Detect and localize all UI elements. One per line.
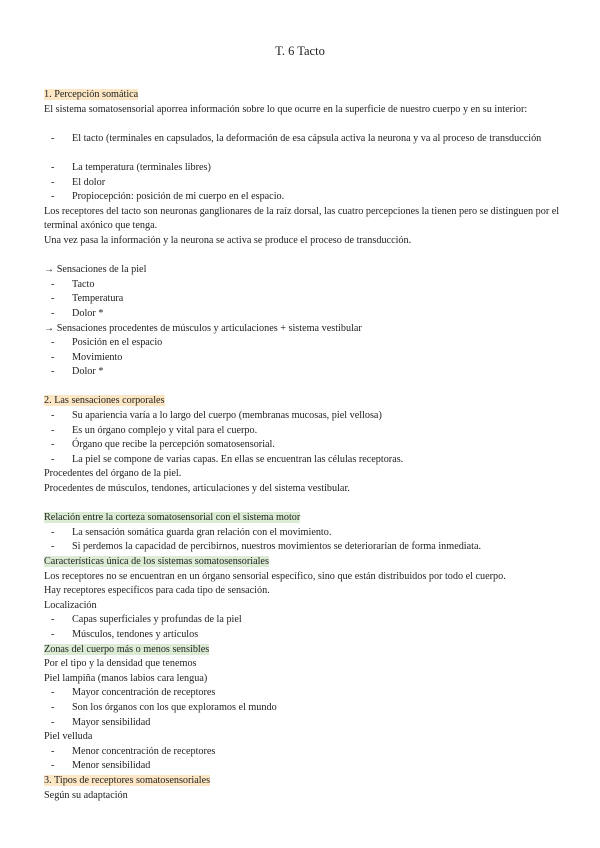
list-item: - La sensación somática guarda gran relación con el movimiento.: [44, 526, 564, 541]
list-item: - Menor concentración de receptores: [44, 745, 564, 760]
list-item: - La temperatura (terminales libres): [44, 161, 564, 176]
bullet-dash: -: [51, 526, 55, 538]
bullet-dash: -: [51, 716, 55, 728]
list-item: - Mayor concentración de receptores: [44, 686, 564, 701]
bullet-dash: -: [51, 132, 55, 144]
musculos-heading: → Sensaciones procedentes de músculos y articulaciones + sistema vestibular: [44, 322, 362, 334]
bullet-dash: -: [51, 366, 55, 378]
list-item: - Posición en el espacio: [44, 336, 564, 351]
list-item: - Movimiento: [44, 351, 564, 366]
bullet-dash: -: [51, 628, 55, 640]
paragraph: Una vez pasa la información y la neurona se activa se produce el proceso de transducción.: [44, 234, 412, 246]
bullet-dash: -: [51, 541, 55, 553]
bullet-dash: -: [51, 176, 55, 188]
localizacion-label: Localización: [44, 599, 97, 611]
section-1-intro: El sistema somatosensorial aporrea información sobre lo que ocurre en la superficie de nuestro cuerpo y en su interior:: [44, 103, 528, 115]
zonas-heading: Zonas del cuerpo más o menos sensibles: [44, 643, 210, 655]
bullet-dash: -: [51, 614, 55, 626]
section-3-heading: 3. Tipos de receptores somatosensoriales: [44, 774, 211, 786]
list-item: - Son los órganos con los que exploramos el mundo: [44, 701, 564, 716]
list-item: - La piel se compone de varias capas. En ellas se encuentran las células receptoras.: [44, 453, 564, 468]
paragraph: Hay receptores específicos para cada tipo de sensación.: [44, 585, 270, 597]
list-item: - Propiocepción: posición de mi cuerpo en el espacio.: [44, 190, 564, 205]
list-item: - Órgano que recibe la percepción somatosensorial.: [44, 438, 564, 453]
section-2-heading: 2. Las sensaciones corporales: [44, 395, 165, 407]
list-item: - El dolor: [44, 176, 564, 191]
bullet-dash: -: [51, 701, 55, 713]
bullet-dash: -: [51, 161, 55, 173]
bullet-dash: -: [51, 687, 55, 699]
piel-lampina-label: Piel lampiña (manos labios cara lengua): [44, 672, 208, 684]
bullet-dash: -: [51, 410, 55, 422]
bullet-dash: -: [51, 337, 55, 349]
bullet-dash: -: [51, 760, 55, 772]
document-body: [44, 88, 564, 803]
list-item: - Mayor sensibilidad: [44, 716, 564, 731]
page-title: T. 6 Tacto: [275, 44, 325, 58]
bullet-dash: -: [51, 307, 55, 319]
list-item: - Temperatura: [44, 292, 564, 307]
paragraph: Procedentes del órgano de la piel.: [44, 468, 182, 480]
paragraph: Según su adaptación: [44, 789, 128, 801]
paragraph: Procedentes de músculos, tendones, articulaciones y del sistema vestibular.: [44, 483, 350, 495]
list-item: - Tacto: [44, 278, 564, 293]
bullet-dash: -: [51, 439, 55, 451]
bullet-dash: -: [51, 453, 55, 465]
paragraph: Los receptores no se encuentran en un órgano sensorial específico, sino que están distribuidos por todo el cuerpo.: [44, 570, 506, 582]
bullet-dash: -: [51, 191, 55, 203]
piel-velluda-label: Piel velluda: [44, 731, 93, 743]
list-item: - Es un órgano complejo y vital para el cuerpo.: [44, 424, 564, 439]
list-item: - El tacto (terminales en capsulados, la deformación de esa cápsula activa la neurona y va al proceso de transducción: [44, 132, 564, 161]
list-item: - Dolor *: [44, 365, 564, 380]
section-1-heading: 1. Percepción somática: [44, 89, 139, 100]
list-item: - Dolor *: [44, 307, 564, 322]
piel-heading: → Sensaciones de la piel: [44, 264, 147, 276]
list-item: - Su apariencia varía a lo largo del cuerpo (membranas mucosas, piel vellosa): [44, 409, 564, 424]
bullet-dash: -: [51, 278, 55, 290]
paragraph: Los receptores del tacto son neuronas ganglionares de la raíz dorsal, las cuatro percepciones la tienen pero se distinguen por el terminal axónico que tenga.: [44, 205, 560, 232]
bullet-dash: -: [51, 351, 55, 363]
paragraph: Por el tipo y la densidad que tenemos: [44, 658, 197, 670]
caracteristicas-heading: Características única de los sistemas somatosensoriales: [44, 556, 269, 567]
list-item: - Menor sensibilidad: [44, 759, 564, 774]
list-item: - Músculos, tendones y artículos: [44, 628, 564, 643]
bullet-dash: -: [51, 293, 55, 305]
relacion-heading: Relación entre la corteza somatosensorial con el sistema motor: [44, 512, 301, 524]
bullet-dash: -: [51, 424, 55, 436]
bullet-dash: -: [51, 745, 55, 757]
list-item: - Capas superficiales y profundas de la piel: [44, 613, 564, 628]
list-item: - Si perdemos la capacidad de percibirnos, nuestros movimientos se deteriorarían de forma inmediata.: [44, 540, 564, 555]
